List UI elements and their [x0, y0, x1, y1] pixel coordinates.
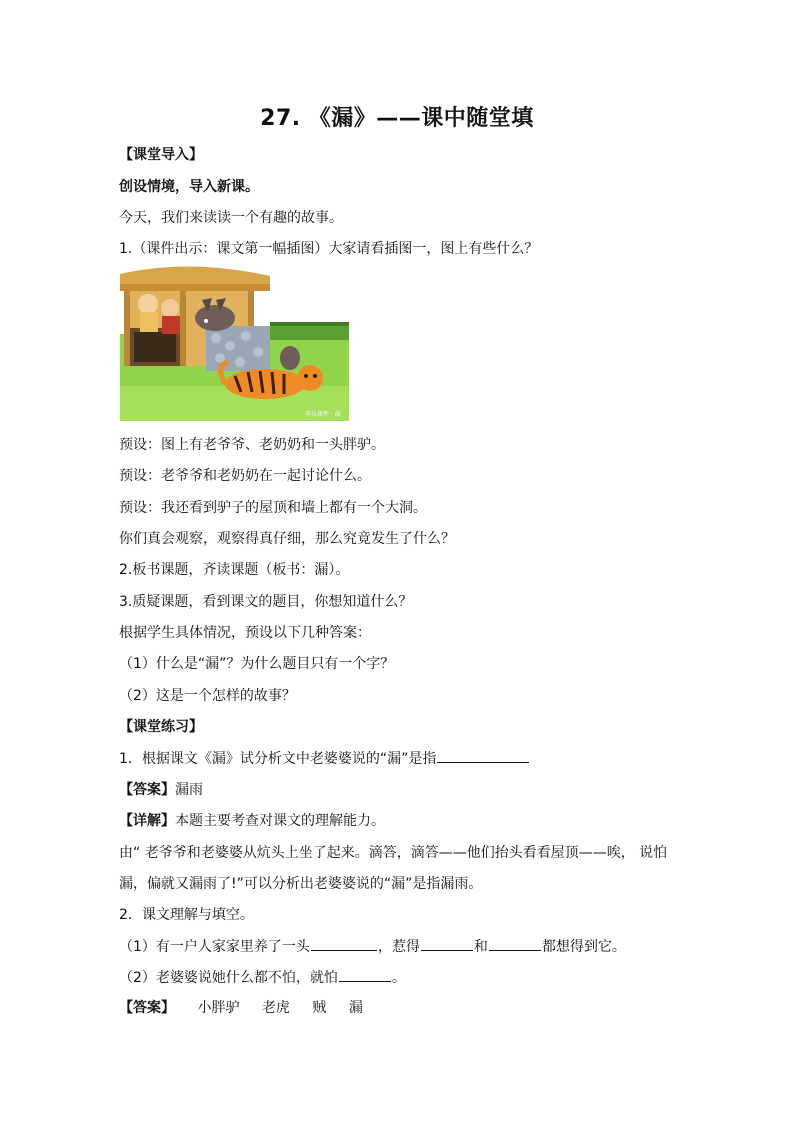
- p2-1-text-a: （1）有一户人家家里养了一头: [119, 939, 310, 955]
- answer-value: 漏雨: [175, 782, 203, 798]
- question-2: 2.板书课题，齐读课题（板书：漏）。: [119, 562, 350, 578]
- answers-intro: 根据学生具体情况，预设以下几种答案：: [119, 625, 371, 641]
- detail-text: 本题主要考查对课文的理解能力。: [175, 813, 385, 829]
- answer-item-4: 漏: [348, 1000, 363, 1016]
- fill-blank-thief[interactable]: [489, 936, 541, 951]
- detail-label: 【详解】: [119, 813, 175, 829]
- question-3: 3.质疑课题，看到课文的题目，你想知道什么？: [119, 594, 413, 610]
- intro-text: 今天，我们来读读一个有趣的故事。: [119, 210, 343, 226]
- practice-question-2: 2．课文理解与填空。: [119, 907, 254, 923]
- answer-item-3: 贼: [312, 1000, 327, 1016]
- answer-item-2: 老虎: [261, 1000, 290, 1016]
- practice-2-item-2: [119, 967, 406, 988]
- practice-1-answer: [119, 780, 203, 800]
- fill-blank-leak[interactable]: [339, 967, 391, 982]
- preset-3: 预设：我还看到驴子的屋顶和墙上都有一个大洞。: [119, 500, 427, 516]
- old-woman-icon: [161, 299, 180, 334]
- p2-1-text-c: 和: [473, 939, 488, 955]
- old-man-icon: [138, 294, 158, 332]
- fence-icon: [270, 322, 349, 340]
- fill-blank-donkey[interactable]: [311, 936, 377, 951]
- answer-item-1: 小胖驴: [197, 1000, 240, 1016]
- p2-2-text-a: （2）老婆婆说她什么都不怕，就怕: [119, 970, 338, 986]
- section-practice-heading: 【课堂练习】: [119, 719, 203, 735]
- answer-option-1: （1）什么是“漏”？为什么题目只有一个字？: [119, 656, 395, 672]
- p2-2-text-b: 。: [391, 970, 406, 986]
- detail-line-2: 漏，偏就又漏雨了!”可以分析出老婆婆说的“漏”是指漏雨。: [119, 876, 483, 892]
- answer-label: 【答案】: [119, 782, 175, 798]
- p2-1-text-b: ，惹得: [377, 939, 420, 955]
- preset-1: 预设：图上有老爷爷、老奶奶和一头胖驴。: [119, 437, 385, 453]
- question-1: 1.（课件出示：课文第一幅插图）大家请看插图一，图上有些什么？: [119, 241, 539, 257]
- fill-blank-tiger[interactable]: [421, 936, 473, 951]
- illustration-image: [120, 266, 349, 421]
- illustration-watermark: 华乐课件 · 漏: [305, 411, 341, 418]
- answer-option-2: （2）这是一个怎样的故事？: [119, 688, 296, 704]
- practice-2-answer: [119, 998, 363, 1018]
- p2-1-text-d: 都想得到它。: [541, 939, 626, 955]
- practice-question-1: [119, 748, 530, 769]
- practice-2-item-1: [119, 936, 626, 957]
- answer-label-2: 【答案】: [119, 1000, 175, 1016]
- practice-question-1-text: 1．根据课文《漏》试分析文中老婆婆说的“漏”是指: [119, 751, 437, 767]
- practice-1-detail: [119, 811, 385, 831]
- page-title: 27. 《漏》——课中随堂填: [260, 106, 534, 131]
- observe-text: 你们真会观察，观察得真仔细，那么究竟发生了什么？: [119, 531, 455, 547]
- section-intro-heading: 【课堂导入】: [119, 147, 203, 163]
- preset-2: 预设：老爷爷和老奶奶在一起讨论什么。: [119, 468, 371, 484]
- detail-line-1: 由“ 老爷爷和老婆婆从炕头上坐了起来。滴答，滴答——他们抬头看看屋顶——唉， 说怕: [119, 845, 668, 861]
- fill-blank-1[interactable]: [437, 748, 529, 763]
- intro-subheading: 创设情境，导入新课。: [119, 179, 259, 195]
